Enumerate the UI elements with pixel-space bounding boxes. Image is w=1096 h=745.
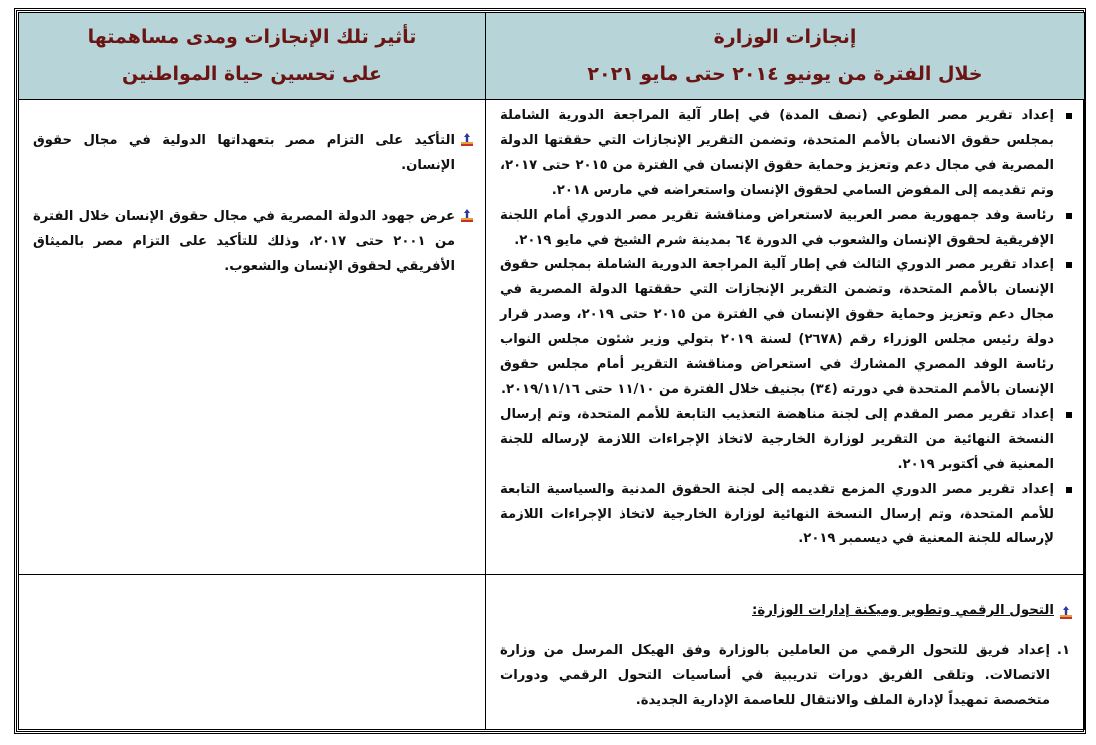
arrow-bullet-icon — [461, 209, 473, 222]
square-bullet-icon — [1066, 412, 1072, 418]
header-achievements-period: خلال الفترة من يونيو ٢٠١٤ حتى مايو ٢٠٢١ — [587, 63, 983, 85]
row-human-rights — [19, 100, 1085, 575]
square-bullet-icon — [1066, 213, 1072, 219]
arrow-bullet-icon — [461, 133, 473, 146]
header-achievements-title: إنجازات الوزارة — [713, 26, 857, 48]
header-achievements — [486, 13, 1085, 100]
list-item: إعداد تقرير مصر الدوري الثالث في إطار آلية المراجعة الدورية الشاملة بمجلس حقوق الإنسان بالأمم المتحدة، وتضمن التقرير الإنجازات التي حققتها الدولة المصرية في مجال دعم وتعزيز وحماية حقوق الإنسان في الفترة من ٢٠١٥ حتى ٢٠١٩، وصدر قرار دولة رئيس مجلس الوزراء رقم (٢٦٧٨) لسنة ٢٠١٩ بتولي وزير شئون مجلس النواب رئاسة الوفد المصري المشارك في استعراض ومناقشة التقرير أمام مجلس حقوق الإنسان بالأمم المتحدة في دورته (٣٤) بجنيف خلال الفترة من ١١/١٠ حتى ٢٠١٩/١١/١٦. — [500, 253, 1072, 402]
row-digital-transformation — [19, 575, 1085, 730]
square-bullet-icon — [1066, 262, 1072, 268]
item-text: إعداد فريق للتحول الرقمي من العاملين بالوزارة وفق الهيكل المرسل من وزارة الاتصالات. وتلقى الفريق دورات تدريبية في أساسيات التحول الرقمي ودورات متخصصة تمهيداً لإدارة الملف والانتقال للعاصمة الإدارية الجديدة. — [500, 643, 1050, 708]
list-item: عرض جهود الدولة المصرية في مجال حقوق الإنسان خلال الفترة من ٢٠٠١ حتى ٢٠١٧، وذلك للتأكيد على التزام مصر بالميثاق الأفريقي لحقوق الإنسان والشعوب. — [33, 204, 473, 279]
list-item: إعداد تقرير مصر الطوعي (نصف المدة) في إطار آلية المراجعة الدورية الشاملة بمجلس حقوق الانسان بالأمم المتحدة، وتضمن التقرير الإنجازات التي حققتها الدولة المصرية في مجال دعم وتعزيز وحماية حقوق الإنسان في الفترة من ٢٠١٥ حتى ٢٠١٧، وتم تقديمه إلى المفوض السامي لحقوق الإنسان واستعراضه في مارس ٢٠١٨. — [500, 104, 1072, 204]
list-item: إعداد تقرير مصر الدوري المزمع تقديمه إلى لجنة الحقوق المدنية والسياسية التابعة للأمم المتحدة، وتم إرسال النسخة النهائية لوزارة الخارجية لاتخاذ الإجراءات اللازمة لإرساله للجنة المعنية في ديسمبر ٢٠١٩. — [500, 478, 1072, 553]
achievements-cell — [486, 100, 1085, 575]
list-item — [500, 638, 1072, 713]
header-row — [19, 13, 1085, 100]
section-title: التحول الرقمي وتطوير وميكنة إدارات الوزارة: — [500, 603, 1072, 618]
header-impact-subtitle: على تحسين حياة المواطنين — [122, 63, 382, 85]
header-impact-title: تأثير تلك الإنجازات ومدى مساهمتها — [87, 26, 417, 48]
arrow-bullet-icon — [1060, 606, 1072, 619]
digital-items-list — [500, 638, 1072, 713]
impact-list — [33, 128, 473, 279]
list-item: إعداد تقرير مصر المقدم إلى لجنة مناهضة التعذيب التابعة للأمم المتحدة، وتم إرسال النسخة النهائية من التقرير لوزارة الخارجية لاتخاذ الإجراءات اللازمة لإرساله للجنة المعنية في أكتوبر ٢٠١٩. — [500, 403, 1072, 478]
list-item: رئاسة وفد جمهورية مصر العربية لاستعراض ومناقشة تقرير مصر الدوري أمام اللجنة الإفريقية لحقوق الإنسان والشعوب في الدورة ٦٤ بمدينة شرم الشيخ في مايو ٢٠١٩. — [500, 204, 1072, 254]
header-impact — [19, 13, 486, 100]
digital-cell — [486, 575, 1085, 730]
item-number: ١. — [1056, 643, 1070, 658]
achievements-table — [18, 12, 1085, 730]
impact-cell — [19, 100, 486, 575]
list-item: التأكيد على التزام مصر بتعهداتها الدولية في مجال حقوق الإنسان. — [33, 128, 473, 178]
square-bullet-icon — [1066, 487, 1072, 493]
square-bullet-icon — [1066, 113, 1072, 119]
achievements-list — [500, 104, 1072, 552]
empty-impact-cell — [19, 575, 486, 730]
